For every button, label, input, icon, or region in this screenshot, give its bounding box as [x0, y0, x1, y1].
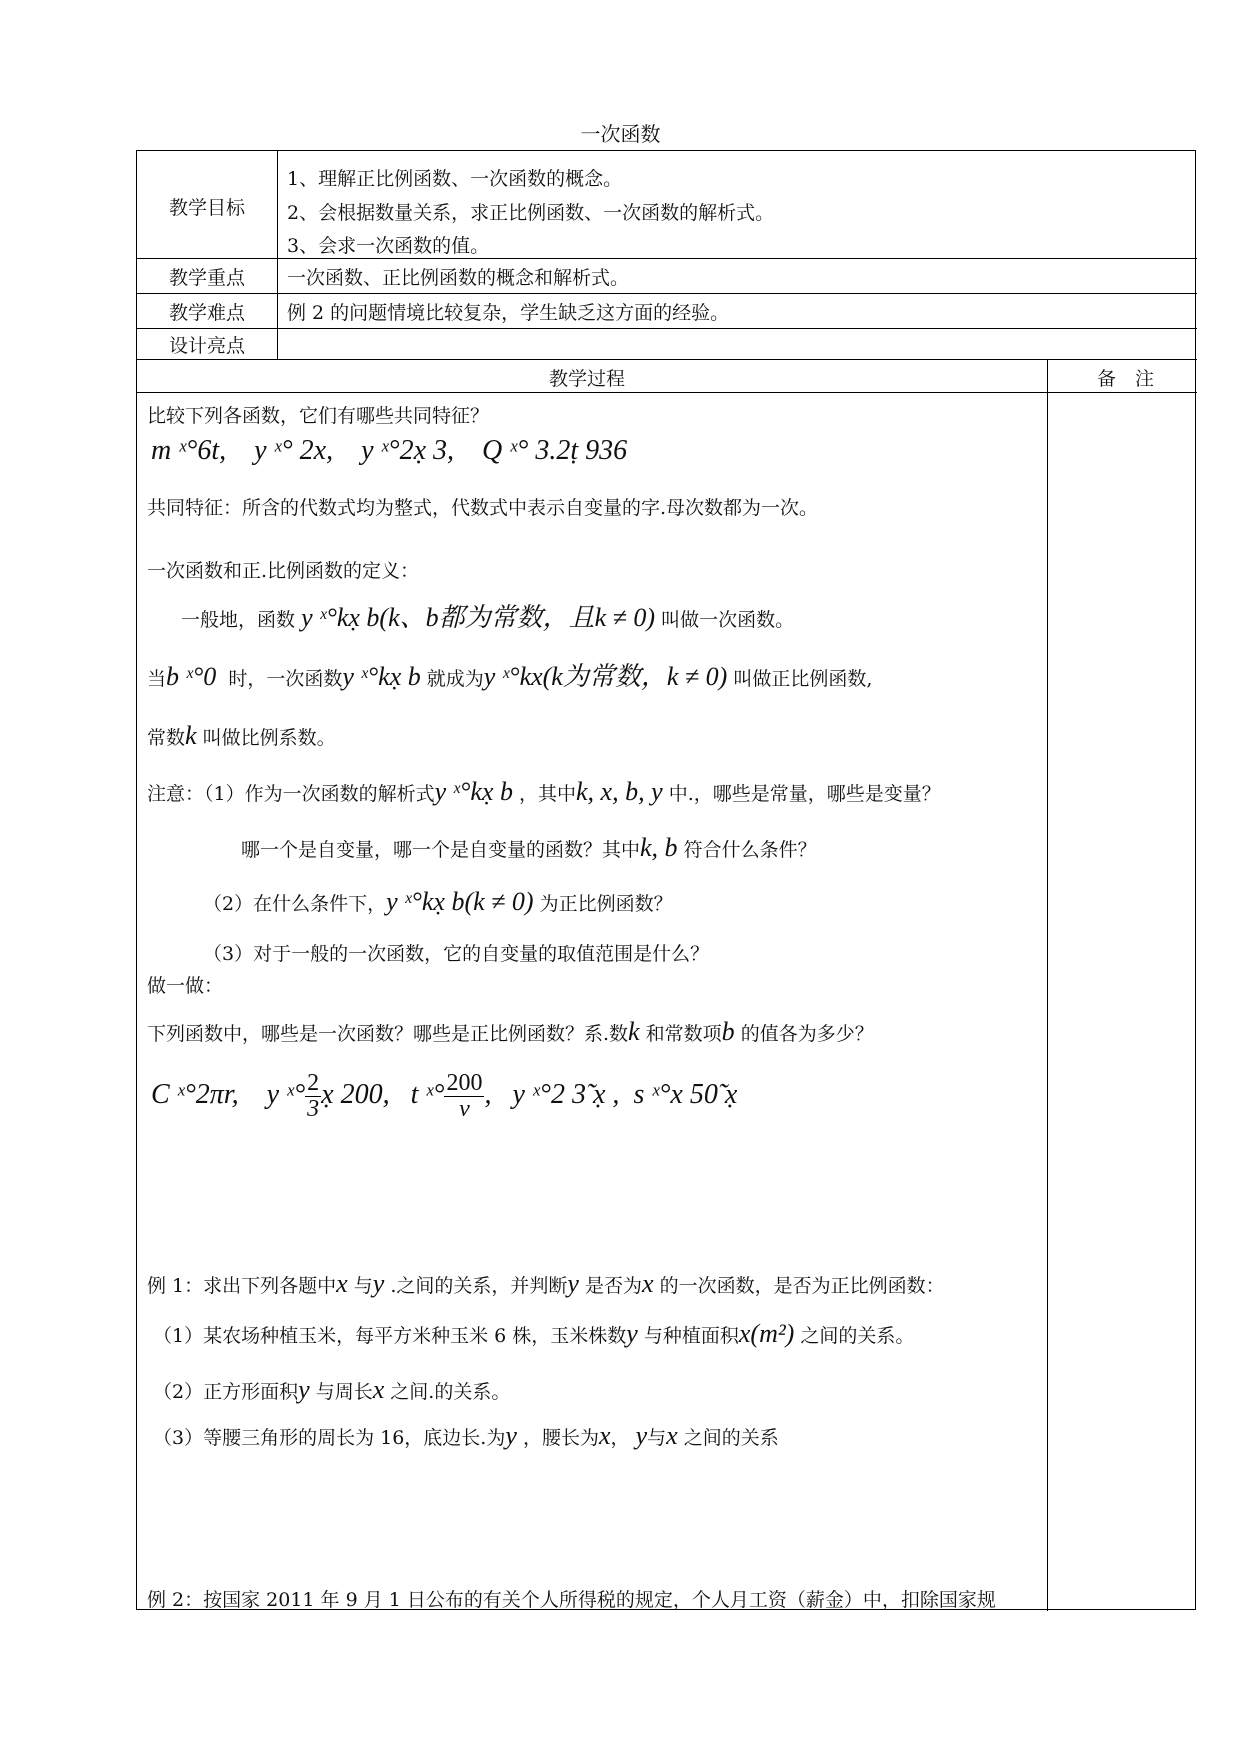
note-1: 注意：（1）作为一次函数的解析式y ˣ°kx̣ b ，其中k, x, b, y 中.，哪些是常量，哪些是变量？: [147, 777, 941, 806]
fraction-two-thirds: $\frac{2}{3}$: [307, 1070, 320, 1123]
compare-intro: 比较下列各函数，它们有哪些共同特征？: [147, 405, 490, 427]
difficulty-text: 例 2 的问题情境比较复杂，学生缺乏这方面的经验。: [287, 302, 730, 324]
difficulty-label: 教学难点: [168, 302, 245, 324]
row-divider: [137, 359, 1197, 360]
notes-label: 备 注: [1097, 368, 1155, 390]
try-heading: 做一做：: [147, 975, 224, 997]
definition-heading: 一次函数和正.比例函数的定义：: [147, 560, 420, 582]
example-1-q1: （1）某农场种植玉米，每平方米种玉米 6 株，玉米株数y 与种植面积x(m²) 之间的关系。: [153, 1319, 915, 1348]
fraction-200-over-v: $\frac{200}{v}$: [446, 1070, 483, 1123]
formula-2: y ˣ° 2x,: [254, 435, 334, 466]
note-1b: 哪一个是自变量，哪一个是自变量的函数？其中k, b 符合什么条件？: [241, 833, 817, 862]
definition-proportional: 当b ˣ°0 时，一次函数y ˣ°kx̣ b 就成为y ˣ°kx(k为常数，k ≠ 0) 叫做正比例函数,: [147, 662, 873, 691]
goal-line-1: 1、理解正比例函数、一次函数的概念。: [287, 168, 623, 190]
document-title: 一次函数: [580, 122, 661, 146]
try-question: 下列函数中，哪些是一次函数？哪些是正比例函数？系.数k 和常数项b 的值各为多少？: [147, 1017, 874, 1046]
lesson-plan-table: [136, 150, 1196, 1610]
compare-formulas: [151, 435, 627, 467]
goal-label: 教学目标: [168, 197, 245, 219]
try-formulas: C ˣ°2πr, y ˣ° $\frac{2}{3}$ x̣ 200, t ˣ° $\frac{200}{v}$ , y ˣ°2 3̃ x̣ , s ˣ°x 50̃ x̣: [151, 1070, 738, 1123]
key-text: 一次函数、正比例函数的概念和解析式。: [287, 267, 630, 289]
highlight-label: 设计亮点: [168, 335, 245, 357]
note-2: （2）在什么条件下，y ˣ°kx̣ b(k ≠ 0) 为正比例函数？: [203, 887, 673, 916]
notes-column-divider: [1047, 359, 1048, 1611]
common-feature: 共同特征：所含的代数式均为整式，代数式中表示自变量的字.母次数都为一次。: [147, 497, 819, 519]
constant-k-line: 常数k 叫做比例系数。: [147, 721, 336, 750]
goal-line-2: 2、会根据数量关系，求正比例函数、一次函数的解析式。: [287, 202, 775, 224]
definition-linear: 一般地，函数 y ˣ°kx̣ b(k、b都为常数，且k ≠ 0) 叫做一次函数。: [181, 603, 795, 632]
note-3: （3）对于一般的一次函数，它的自变量的取值范围是什么？: [203, 943, 710, 965]
example-1: 例 1：求出下列各题中x 与y .之间的关系，并判断y 是否为x 的一次函数，是否为正比例函数：: [147, 1269, 945, 1298]
linear-function-formula: y ˣ°kx̣ b(k、b都为常数，且k ≠ 0): [301, 603, 656, 632]
row-divider: [137, 293, 1197, 294]
row-divider: [137, 392, 1197, 393]
goal-line-3: 3、会求一次函数的值。: [287, 235, 490, 257]
row-divider: [137, 258, 1197, 259]
row-divider: [137, 328, 1197, 329]
formula-1: m ˣ°6t,: [151, 435, 227, 466]
key-label: 教学重点: [168, 267, 245, 289]
example-1-q3: （3）等腰三角形的周长为 16，底边长.为y ，腰长为x， y与x 之间的关系: [153, 1421, 779, 1450]
example-2: 例 2：按国家 2011 年 9 月 1 日公布的有关个人所得税的规定，个人月工资（薪金）中，扣除国家规: [147, 1589, 996, 1611]
process-label: 教学过程: [549, 368, 626, 390]
formula-4: Q ˣ° 3.2ṭ 936: [482, 435, 628, 466]
example-1-q2: （2）正方形面积y 与周长x 之间.的关系。: [153, 1375, 511, 1404]
formula-3: y ˣ°2x̣ 3,: [361, 435, 455, 466]
